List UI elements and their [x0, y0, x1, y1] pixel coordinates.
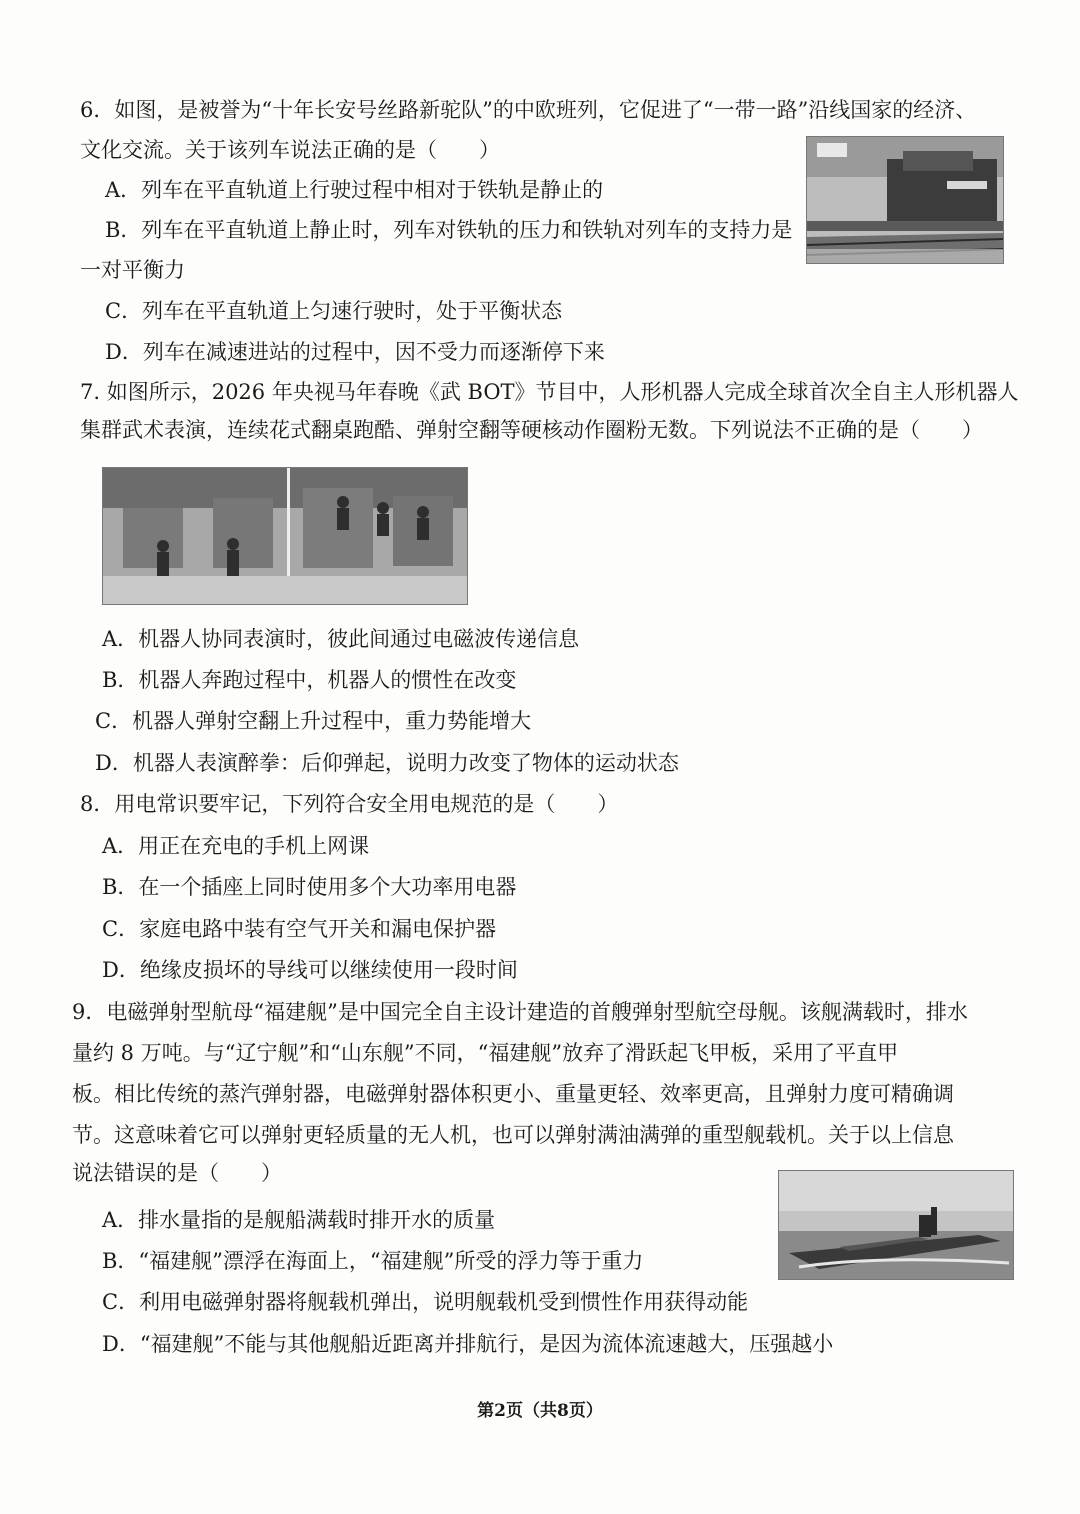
- q9-option-d: D．“福建舰”不能与其他舰船近距离并排航行，是因为流体流速越大，压强越小: [102, 1332, 834, 1356]
- q7-option-d: D．机器人表演醉拳：后仰弹起，说明力改变了物体的运动状态: [95, 751, 679, 775]
- q9-stem-line2: 量约 8 万吨。与“辽宁舰”和“山东舰”不同，“福建舰”放弃了滑跃起飞甲板，采用了平直甲: [72, 1041, 899, 1065]
- q9-stem-line4: 节。这意味着它可以弹射更轻质量的无人机，也可以弹射满油满弹的重型舰载机。关于以上信息: [72, 1123, 954, 1147]
- robot-performance-photo: [102, 467, 468, 605]
- q8-option-d: D．绝缘皮损坏的导线可以继续使用一段时间: [102, 958, 518, 982]
- q8-option-b: B．在一个插座上同时使用多个大功率用电器: [102, 875, 517, 899]
- q6-option-a: A．列车在平直轨道上行驶过程中相对于铁轨是静止的: [105, 178, 604, 202]
- page-number: 第2页（共8页）: [477, 1401, 603, 1421]
- q8-stem: 8．用电常识要牢记，下列符合安全用电规范的是（ ）: [80, 792, 619, 816]
- q9-option-b: B．“福建舰”漂浮在海面上，“福建舰”所受的浮力等于重力: [102, 1249, 644, 1273]
- aircraft-carrier-photo: [778, 1170, 1014, 1280]
- q9-option-a: A．排水量指的是舰船满载时排开水的质量: [102, 1208, 496, 1232]
- q9-stem-line1: 9．电磁弹射型航母“福建舰”是中国完全自主设计建造的首艘弹射型航空母舰。该舰满载时，排水: [72, 1000, 968, 1024]
- q7-option-b: B．机器人奔跑过程中，机器人的惯性在改变: [102, 668, 517, 692]
- q6-option-c: C．列车在平直轨道上匀速行驶时，处于平衡状态: [105, 299, 563, 323]
- q8-option-a: A．用正在充电的手机上网课: [102, 834, 370, 858]
- q9-stem-line3: 板。相比传统的蒸汽弹射器，电磁弹射器体积更小、重量更轻、效率更高，且弹射力度可精确调: [72, 1082, 954, 1106]
- q6-option-d: D．列车在减速进站的过程中，因不受力而逐渐停下来: [105, 340, 605, 364]
- q7-option-c: C．机器人弹射空翻上升过程中，重力势能增大: [95, 709, 532, 733]
- q8-option-c: C．家庭电路中装有空气开关和漏电保护器: [102, 917, 497, 941]
- q7-option-a: A．机器人协同表演时，彼此间通过电磁波传递信息: [102, 627, 580, 651]
- q7-stem-line2: 集群武术表演，连续花式翻桌跑酷、弹射空翻等硬核动作圈粉无数。下列说法不正确的是（ ）: [80, 418, 983, 442]
- q7-stem-line1: 7. 如图所示，2026 年央视马年春晚《武 BOT》节目中，人形机器人完成全球首次全自主人形机器人: [80, 380, 1019, 404]
- q6-option-b-cont: 一对平衡力: [80, 258, 185, 282]
- q6-option-b: B．列车在平直轨道上静止时，列车对铁轨的压力和铁轨对列车的支持力是: [105, 218, 793, 242]
- q6-stem-line2: 文化交流。关于该列车说法正确的是（ ）: [80, 138, 500, 162]
- q9-option-c: C．利用电磁弹射器将舰载机弹出，说明舰载机受到惯性作用获得动能: [102, 1290, 749, 1314]
- q9-stem-line5: 说法错误的是（ ）: [72, 1161, 282, 1185]
- train-photo: [806, 136, 1004, 264]
- q6-stem-line1: 6．如图，是被誉为“十年长安号丝路新驼队”的中欧班列，它促进了“一带一路”沿线国家的经济、: [80, 98, 977, 122]
